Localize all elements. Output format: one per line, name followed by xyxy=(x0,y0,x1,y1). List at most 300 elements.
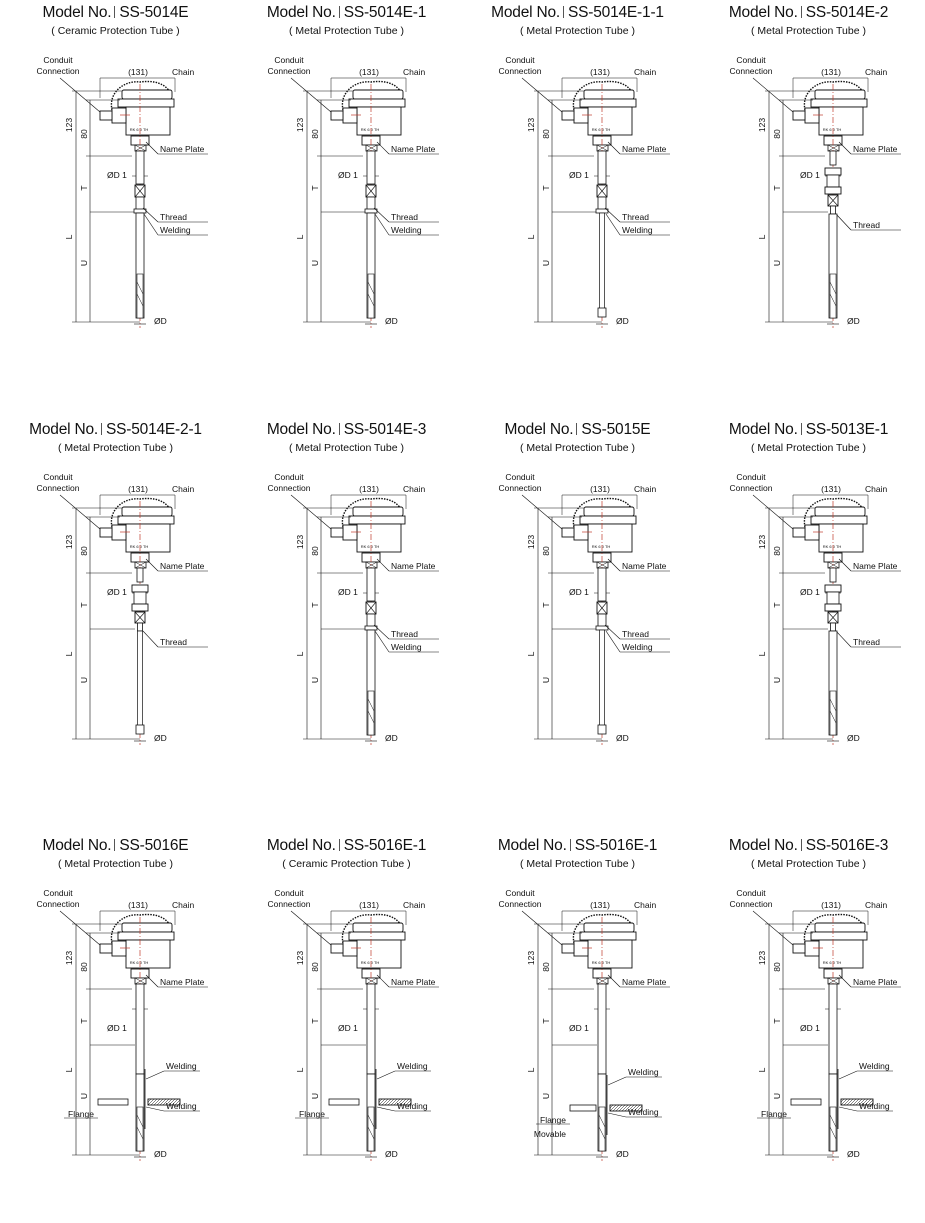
head-cover xyxy=(353,923,403,932)
diameter-d-label: ØD xyxy=(616,316,629,326)
leader-line xyxy=(836,631,851,647)
pipe-upper xyxy=(367,151,375,184)
leader-line xyxy=(143,208,158,222)
leader-line xyxy=(377,1071,395,1079)
conduit-leader xyxy=(753,78,793,112)
thermocouple-drawing xyxy=(0,417,231,807)
conduit-label: Conduit xyxy=(43,888,73,898)
model-number: SS-5014E-2-1 xyxy=(106,421,202,438)
conduit-label: Conduit xyxy=(274,472,304,482)
conduit-connection xyxy=(793,944,805,953)
model-drawing-5 xyxy=(0,417,231,807)
conduit-connection xyxy=(562,528,574,537)
welding-label: Welding xyxy=(628,1067,659,1077)
leader-line xyxy=(375,214,389,235)
leader-line xyxy=(608,1113,626,1117)
conduit-connection xyxy=(331,944,343,953)
dim-L-label: L xyxy=(757,234,767,240)
width-dimension: (131) xyxy=(128,67,148,77)
conduit-connection xyxy=(100,111,112,120)
conduit-boss xyxy=(805,108,819,123)
conduit-connection xyxy=(562,111,574,120)
thread-label: Thread xyxy=(853,637,880,647)
thermocouple-drawing xyxy=(693,0,924,390)
model-number: SS-5016E-1 xyxy=(343,837,427,854)
conduit-leader xyxy=(60,911,100,945)
diameter-d-label: ØD xyxy=(385,733,398,743)
leader-line xyxy=(606,631,620,652)
dim-123-label: 123 xyxy=(757,950,767,966)
thermocouple-drawing xyxy=(462,0,693,390)
dim-123-label: 123 xyxy=(757,117,767,133)
pipe-upper xyxy=(598,151,606,184)
leader-line xyxy=(839,142,851,154)
dim-T-label: T xyxy=(310,1018,320,1024)
dim-123-label: 123 xyxy=(64,117,74,133)
dim-L-label: L xyxy=(526,234,536,240)
dim-U-label: U xyxy=(79,676,89,684)
union-body xyxy=(827,175,839,187)
protection-tube-type: ( Metal Protection Tube ) xyxy=(58,442,173,454)
head-rim xyxy=(349,516,405,524)
model-drawing-7 xyxy=(462,417,693,807)
dim-80-label: 80 xyxy=(310,546,320,556)
leader-line xyxy=(144,214,158,235)
conduit-boss xyxy=(574,941,588,956)
leader-line xyxy=(375,631,389,652)
diameter-d-label: ØD xyxy=(154,733,167,743)
conduit-connection xyxy=(562,944,574,953)
dim-U-label: U xyxy=(541,1092,551,1100)
head-marking: RK 6 0 TH xyxy=(129,544,149,549)
model-prefix: Model No. xyxy=(42,4,112,21)
protection-pipe xyxy=(829,984,837,1074)
leader-line xyxy=(839,1107,857,1111)
model-number: SS-5014E-1 xyxy=(343,4,427,21)
name-plate-label: Name Plate xyxy=(622,561,667,571)
diameter-d1-label: ØD 1 xyxy=(107,1023,127,1033)
flange-label: Flange xyxy=(68,1109,94,1119)
conduit-connection xyxy=(793,111,805,120)
protection-tube-type: ( Metal Protection Tube ) xyxy=(751,442,866,454)
conduit-label: Conduit xyxy=(736,472,766,482)
model-prefix: Model No. xyxy=(42,837,112,854)
protection-tube-type: ( Metal Protection Tube ) xyxy=(58,858,173,870)
conduit-label: Conduit xyxy=(274,888,304,898)
model-prefix: Model No. xyxy=(29,421,98,438)
dim-123-label: 123 xyxy=(64,534,74,550)
width-dimension: (131) xyxy=(128,484,148,494)
pipe-upper xyxy=(830,568,836,582)
diameter-d1-label: ØD 1 xyxy=(338,1023,358,1033)
union-nut-top xyxy=(825,168,841,175)
dim-123-label: 123 xyxy=(64,950,74,966)
diameter-d1-label: ØD 1 xyxy=(338,587,358,597)
model-drawing-11 xyxy=(462,833,693,1223)
diameter-d-label: ØD xyxy=(616,1149,629,1159)
dim-T-label: T xyxy=(79,185,89,191)
conduit-leader xyxy=(291,495,331,529)
protection-tube xyxy=(600,630,605,729)
model-drawing-2 xyxy=(231,0,462,390)
leader-line xyxy=(608,142,620,154)
protection-tube-type: ( Metal Protection Tube ) xyxy=(520,442,635,454)
conduit-label: Connection xyxy=(498,66,542,76)
leader-line xyxy=(146,559,158,571)
pipe-middle xyxy=(138,623,143,631)
dim-U-label: U xyxy=(310,259,320,267)
head-cover xyxy=(122,507,172,516)
head-marking: RK 6 0 TH xyxy=(822,127,842,132)
flange-label: Flange xyxy=(299,1109,325,1119)
leader-line xyxy=(374,208,389,222)
union-nut-top xyxy=(132,585,148,592)
welding-label: Welding xyxy=(397,1101,428,1111)
name-plate-label: Name Plate xyxy=(622,144,667,154)
name-plate-label: Name Plate xyxy=(391,977,436,987)
thread-label: Thread xyxy=(622,629,649,639)
width-dimension: (131) xyxy=(590,900,610,910)
conduit-label: Connection xyxy=(498,899,542,909)
dim-L-label: L xyxy=(757,1067,767,1073)
diameter-d-label: ØD xyxy=(385,1149,398,1159)
dim-123-label: 123 xyxy=(526,117,536,133)
thread-label: Thread xyxy=(160,637,187,647)
dim-T-label: T xyxy=(541,602,551,608)
dim-T-label: T xyxy=(772,1018,782,1024)
head-cover xyxy=(584,923,634,932)
diameter-d1-label: ØD 1 xyxy=(569,1023,589,1033)
model-number: SS-5016E-1 xyxy=(574,837,658,854)
name-plate-label: Name Plate xyxy=(853,144,898,154)
name-plate-label: Name Plate xyxy=(622,977,667,987)
dim-T-label: T xyxy=(541,185,551,191)
width-dimension: (131) xyxy=(359,67,379,77)
dim-U-label: U xyxy=(772,1092,782,1100)
model-drawing-8 xyxy=(693,417,924,807)
dim-123-label: 123 xyxy=(526,950,536,966)
conduit-label: Connection xyxy=(36,66,80,76)
protection-tube-type: ( Metal Protection Tube ) xyxy=(289,25,404,37)
conduit-label: Connection xyxy=(36,899,80,909)
welding-label: Welding xyxy=(859,1061,890,1071)
diameter-d1-label: ØD 1 xyxy=(800,170,820,180)
protection-tube xyxy=(138,631,143,729)
dim-T-label: T xyxy=(772,185,782,191)
welding-ring xyxy=(365,209,377,213)
dim-80-label: 80 xyxy=(310,129,320,139)
conduit-connection xyxy=(100,944,112,953)
chain-label: Chain xyxy=(634,900,657,910)
union-nut-top xyxy=(825,585,841,592)
model-number: SS-5014E-2 xyxy=(805,4,889,21)
dim-U-label: U xyxy=(772,259,782,267)
conduit-label: Connection xyxy=(498,483,542,493)
dim-80-label: 80 xyxy=(541,546,551,556)
welding-label: Welding xyxy=(391,642,422,652)
welding-label: Welding xyxy=(397,1061,428,1071)
conduit-label: Connection xyxy=(729,66,773,76)
head-rim xyxy=(811,932,867,940)
protection-pipe xyxy=(598,984,606,1074)
model-drawing-4 xyxy=(693,0,924,390)
model-drawing-3 xyxy=(462,0,693,390)
model-prefix: Model No. xyxy=(266,421,336,438)
head-cover xyxy=(815,507,865,516)
conduit-leader xyxy=(522,911,562,945)
leader-line xyxy=(608,559,620,571)
welding-ring xyxy=(596,626,608,630)
leader-line xyxy=(146,1071,164,1079)
union-nut-bottom xyxy=(132,604,148,611)
tube-tip xyxy=(598,308,606,317)
dim-80-label: 80 xyxy=(772,962,782,972)
head-marking: RK 6 0 TH xyxy=(360,544,380,549)
chain-label: Chain xyxy=(403,900,426,910)
protection-tube-type: ( Ceramic Protection Tube ) xyxy=(282,858,411,870)
conduit-label: Conduit xyxy=(505,472,535,482)
chain-label: Chain xyxy=(634,67,657,77)
head-cover xyxy=(353,507,403,516)
thread-label: Thread xyxy=(391,629,418,639)
head-rim xyxy=(580,516,636,524)
thermocouple-drawing xyxy=(231,833,462,1223)
chain-label: Chain xyxy=(403,484,426,494)
diameter-d1-label: ØD 1 xyxy=(338,170,358,180)
head-rim xyxy=(118,932,174,940)
model-number: SS-5014E xyxy=(119,4,189,21)
diameter-d1-label: ØD 1 xyxy=(107,587,127,597)
conduit-leader xyxy=(60,78,100,112)
protection-tube-type: ( Metal Protection Tube ) xyxy=(751,25,866,37)
tube-tip xyxy=(598,725,606,734)
diameter-d1-label: ØD 1 xyxy=(569,587,589,597)
conduit-leader xyxy=(291,911,331,945)
leader-line xyxy=(377,975,389,987)
dim-U-label: U xyxy=(541,676,551,684)
dim-80-label: 80 xyxy=(79,546,89,556)
pipe-middle xyxy=(831,206,836,214)
head-marking: RK 6 0 TH xyxy=(129,960,149,965)
head-rim xyxy=(580,99,636,107)
welding-label: Welding xyxy=(160,225,191,235)
head-marking: RK 6 0 TH xyxy=(591,544,611,549)
leader-line xyxy=(608,1077,626,1085)
flange-left xyxy=(791,1099,821,1105)
model-prefix: Model No. xyxy=(728,421,798,438)
conduit-label: Connection xyxy=(267,483,311,493)
conduit-leader xyxy=(522,495,562,529)
dim-L-label: L xyxy=(295,651,305,657)
leader-line xyxy=(608,975,620,987)
chain-label: Chain xyxy=(865,484,888,494)
dim-80-label: 80 xyxy=(772,129,782,139)
model-prefix: Model No. xyxy=(497,837,567,854)
union-nut-bottom xyxy=(825,187,841,194)
conduit-connection xyxy=(793,528,805,537)
conduit-leader xyxy=(753,495,793,529)
conduit-boss xyxy=(112,941,126,956)
welding-label: Welding xyxy=(622,225,653,235)
name-plate-label: Name Plate xyxy=(391,144,436,154)
leader-line xyxy=(143,631,158,647)
dim-U-label: U xyxy=(772,676,782,684)
head-rim xyxy=(349,932,405,940)
dim-U-label: U xyxy=(310,676,320,684)
movable-label: Movable xyxy=(533,1129,566,1139)
leader-line xyxy=(146,975,158,987)
dim-L-label: L xyxy=(526,1067,536,1073)
tube-tip xyxy=(136,725,144,734)
dim-123-label: 123 xyxy=(295,117,305,133)
conduit-connection xyxy=(100,528,112,537)
welding-label: Welding xyxy=(628,1107,659,1117)
dim-123-label: 123 xyxy=(295,950,305,966)
flange-label: Flange xyxy=(761,1109,787,1119)
thermocouple-drawing xyxy=(693,833,924,1223)
head-cover xyxy=(122,90,172,99)
dim-123-label: 123 xyxy=(295,534,305,550)
conduit-leader xyxy=(753,911,793,945)
conduit-boss xyxy=(574,525,588,540)
diameter-d-label: ØD xyxy=(847,316,860,326)
chain-label: Chain xyxy=(865,900,888,910)
head-rim xyxy=(580,932,636,940)
dim-80-label: 80 xyxy=(79,962,89,972)
head-cover xyxy=(353,90,403,99)
thermocouple-drawing xyxy=(231,0,462,390)
conduit-label: Conduit xyxy=(274,55,304,65)
flange-left xyxy=(98,1099,128,1105)
union-nut-bottom xyxy=(825,604,841,611)
dim-T-label: T xyxy=(310,602,320,608)
leader-line xyxy=(374,625,389,639)
dim-T-label: T xyxy=(310,185,320,191)
protection-tube-type: ( Metal Protection Tube ) xyxy=(520,858,635,870)
protection-tube-type: ( Metal Protection Tube ) xyxy=(751,858,866,870)
diameter-d1-label: ØD 1 xyxy=(107,170,127,180)
welding-label: Welding xyxy=(391,225,422,235)
conduit-leader xyxy=(522,78,562,112)
head-rim xyxy=(349,99,405,107)
width-dimension: (131) xyxy=(821,900,841,910)
model-prefix: Model No. xyxy=(266,837,336,854)
thermocouple-drawing xyxy=(0,0,231,390)
protection-tube-type: ( Ceramic Protection Tube ) xyxy=(51,25,180,37)
leader-line xyxy=(377,559,389,571)
conduit-label: Connection xyxy=(36,483,80,493)
width-dimension: (131) xyxy=(590,67,610,77)
conduit-connection xyxy=(331,111,343,120)
head-marking: RK 6 0 TH xyxy=(129,127,149,132)
model-prefix: Model No. xyxy=(491,4,560,21)
protection-tube-type: ( Metal Protection Tube ) xyxy=(520,25,635,37)
diameter-d-label: ØD xyxy=(616,733,629,743)
diameter-d-label: ØD xyxy=(154,1149,167,1159)
width-dimension: (131) xyxy=(359,900,379,910)
name-plate-label: Name Plate xyxy=(160,561,205,571)
pipe-upper xyxy=(367,568,375,601)
leader-line xyxy=(605,208,620,222)
dim-U-label: U xyxy=(79,259,89,267)
welding-label: Welding xyxy=(622,642,653,652)
conduit-label: Connection xyxy=(729,483,773,493)
conduit-leader xyxy=(291,78,331,112)
welding-label: Welding xyxy=(859,1101,890,1111)
pipe-middle xyxy=(831,623,836,631)
leader-line xyxy=(146,1107,164,1111)
conduit-label: Connection xyxy=(267,899,311,909)
conduit-label: Conduit xyxy=(505,55,535,65)
dim-T-label: T xyxy=(79,602,89,608)
thermocouple-drawing xyxy=(231,417,462,807)
leader-line xyxy=(606,214,620,235)
model-drawing-1 xyxy=(0,0,231,390)
head-marking: RK 6 0 TH xyxy=(822,544,842,549)
thermocouple-drawing xyxy=(693,417,924,807)
model-drawing-9 xyxy=(0,833,231,1223)
leader-line xyxy=(839,975,851,987)
welding-label: Welding xyxy=(166,1061,197,1071)
diameter-d1-label: ØD 1 xyxy=(800,587,820,597)
leader-line xyxy=(839,559,851,571)
thread-label: Thread xyxy=(853,220,880,230)
protection-pipe xyxy=(367,984,375,1074)
union-body xyxy=(134,592,146,604)
width-dimension: (131) xyxy=(359,484,379,494)
dim-L-label: L xyxy=(295,1067,305,1073)
welding-ring xyxy=(596,209,608,213)
model-number: SS-5016E-3 xyxy=(805,837,889,854)
model-prefix: Model No. xyxy=(266,4,336,21)
head-marking: RK 6 0 TH xyxy=(591,127,611,132)
model-drawing-10 xyxy=(231,833,462,1223)
dim-L-label: L xyxy=(295,234,305,240)
head-cover xyxy=(122,923,172,932)
diameter-d1-label: ØD 1 xyxy=(800,1023,820,1033)
dim-L-label: L xyxy=(64,1067,74,1073)
chain-label: Chain xyxy=(403,67,426,77)
dim-L-label: L xyxy=(64,651,74,657)
conduit-label: Conduit xyxy=(736,888,766,898)
pipe-upper xyxy=(137,568,143,582)
thread-label: Thread xyxy=(160,212,187,222)
welding-ring xyxy=(365,626,377,630)
head-marking: RK 6 0 TH xyxy=(822,960,842,965)
dim-U-label: U xyxy=(310,1092,320,1100)
conduit-boss xyxy=(112,525,126,540)
flange-left xyxy=(329,1099,359,1105)
union-body xyxy=(827,592,839,604)
leader-line xyxy=(605,625,620,639)
thread-label: Thread xyxy=(391,212,418,222)
conduit-label: Conduit xyxy=(43,472,73,482)
name-plate-label: Name Plate xyxy=(853,561,898,571)
conduit-boss xyxy=(343,108,357,123)
model-number: SS-5015E xyxy=(581,421,651,438)
name-plate-label: Name Plate xyxy=(160,144,205,154)
diameter-d1-label: ØD 1 xyxy=(569,170,589,180)
head-rim xyxy=(118,99,174,107)
head-cover xyxy=(815,90,865,99)
leader-line xyxy=(839,1071,857,1079)
protection-pipe xyxy=(136,984,144,1074)
chain-label: Chain xyxy=(865,67,888,77)
pipe-upper xyxy=(598,568,606,601)
conduit-label: Connection xyxy=(267,66,311,76)
chain-label: Chain xyxy=(634,484,657,494)
model-number: SS-5014E-1-1 xyxy=(568,4,664,21)
